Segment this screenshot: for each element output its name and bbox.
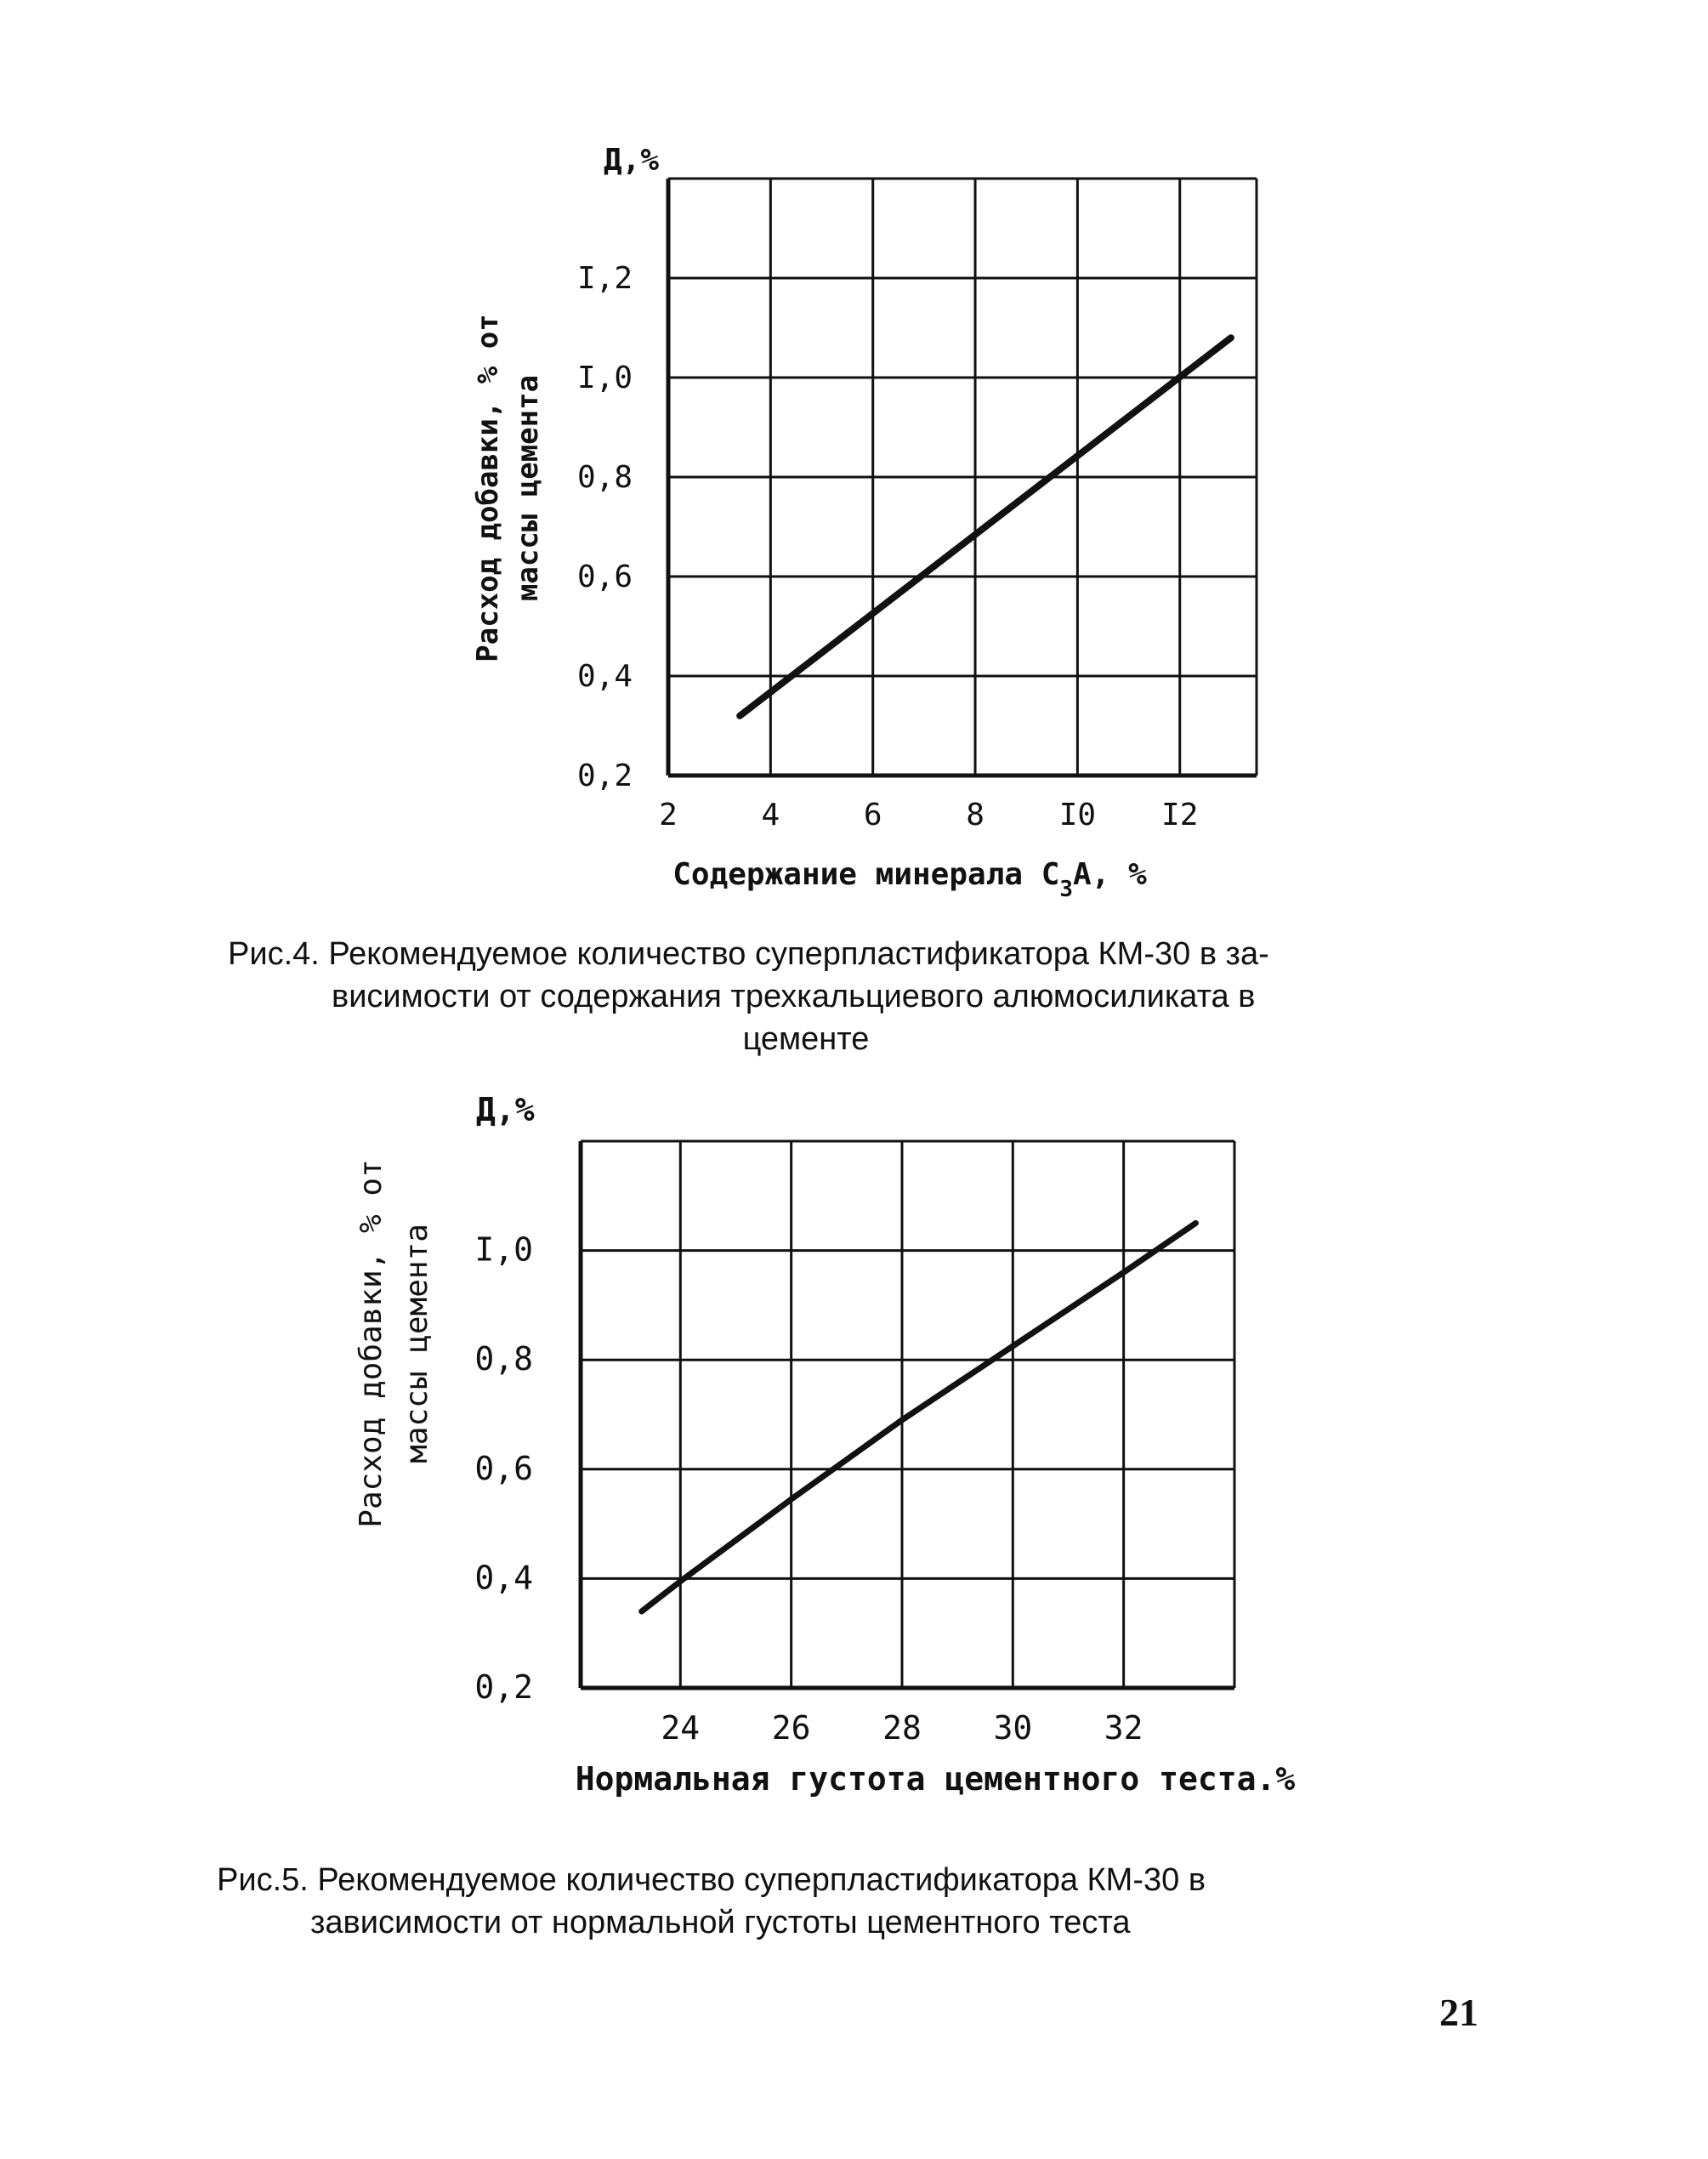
x-axis-label: Содержание минерала $С_3А$, %: [672, 857, 1147, 902]
figure-label: Рис.5.: [217, 1862, 309, 1898]
caption-line: [228, 933, 1486, 975]
x-tick-label: I0: [1058, 798, 1097, 832]
y-axis-label-line2: массы цемента: [400, 1224, 434, 1463]
y-tick-label: 0,2: [474, 1668, 533, 1706]
caption-line: [217, 1859, 1492, 1901]
caption-line: висимости от содержания трехкальциевого алюмосиликата в: [332, 979, 1256, 1014]
y-axis-label-line1: Расход добавки, % от: [354, 1159, 389, 1528]
x-tick-label: 28: [882, 1709, 922, 1747]
figure-4-caption: [228, 933, 1486, 1060]
x-tick-label: 2: [659, 798, 678, 832]
y-tick-label: 0,4: [474, 1559, 533, 1597]
caption-text: Рекомендуемое количество суперпластификатора КМ-30 в: [317, 1862, 1206, 1898]
caption-line: цементе: [742, 1021, 870, 1057]
figure-label: Рис.4.: [228, 936, 320, 972]
y-tick-label: 0,8: [474, 1340, 533, 1378]
y-axis-label-line1: Расход добавки, % от: [471, 314, 505, 662]
y-tick-label: 0,8: [576, 460, 633, 495]
y-unit-label: Д,%: [604, 143, 660, 178]
y-tick-label: 0,2: [576, 758, 633, 793]
page-number: 21: [1439, 1991, 1478, 2034]
data-line-km30-c3a: [740, 338, 1231, 716]
data-line-km30-consistency: [642, 1223, 1196, 1611]
y-tick-label: I,2: [576, 261, 633, 296]
x-tick-label: 32: [1104, 1709, 1143, 1747]
x-tick-label: 30: [993, 1709, 1033, 1747]
x-tick-label: I2: [1161, 798, 1199, 832]
chart-normal-consistency: [354, 1091, 1295, 1798]
y-tick-label: 0,6: [576, 560, 633, 594]
x-tick-label: 8: [966, 798, 985, 832]
y-tick-label: 0,6: [474, 1449, 533, 1487]
x-tick-label: 6: [863, 798, 882, 832]
x-tick-label: 4: [761, 798, 780, 832]
caption-text: Рекомендуемое количество суперпластификатора КМ-30 в за-: [328, 936, 1269, 972]
y-tick-label: I,0: [576, 361, 633, 395]
figure-5-caption: [217, 1859, 1492, 1944]
x-tick-label: 26: [771, 1709, 811, 1747]
y-tick-label: 0,4: [576, 659, 633, 694]
y-axis-label-line2: массы цемента: [511, 374, 545, 602]
y-unit-label: Д,%: [476, 1091, 535, 1128]
x-tick-label: 24: [661, 1709, 701, 1747]
x-axis-label: Нормальная густота цементного теста.%: [575, 1760, 1296, 1798]
caption-line: зависимости от нормальной густоты цементного теста: [310, 1905, 1131, 1940]
y-tick-label: I,0: [474, 1230, 533, 1269]
chart-c3a: [471, 143, 1257, 902]
